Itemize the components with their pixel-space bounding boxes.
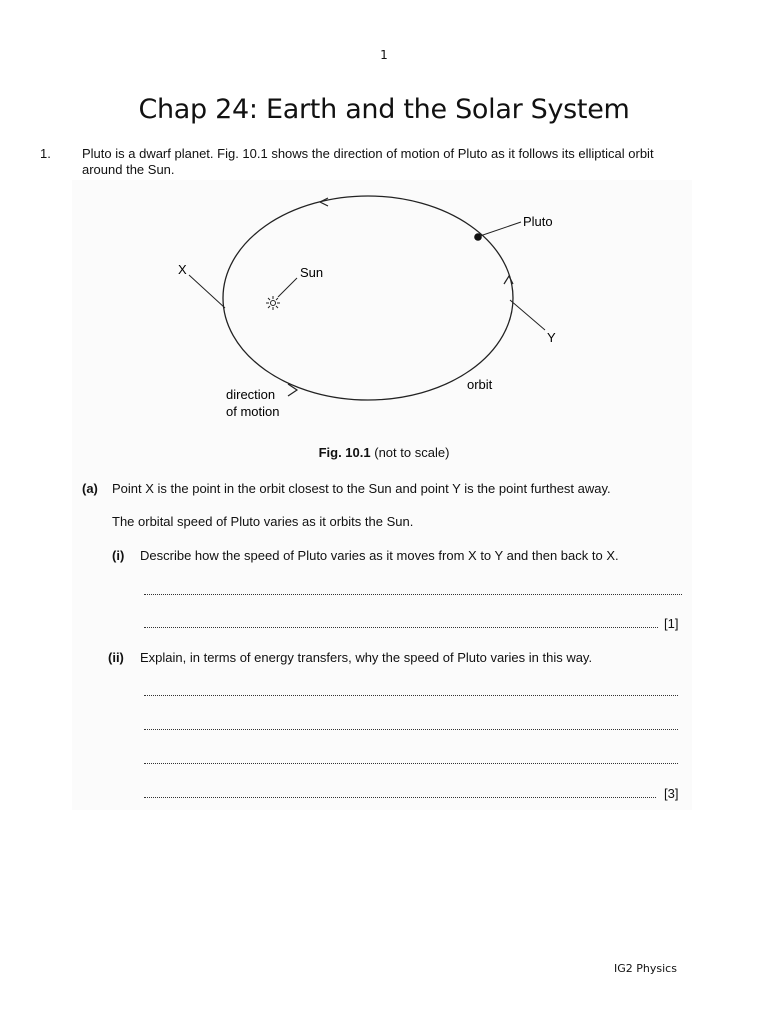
answer-line-ii-2[interactable] <box>144 715 678 730</box>
part-ii-mark: [3] <box>664 786 679 801</box>
part-a-text-2: The orbital speed of Pluto varies as it orbits the Sun. <box>112 514 414 529</box>
sun-leader <box>278 278 297 297</box>
direction-label-line1: direction <box>226 387 276 402</box>
page-number: 1 <box>380 48 388 62</box>
answer-line-ii-4[interactable] <box>144 783 656 798</box>
sun-icon <box>266 296 280 310</box>
y-leader <box>510 300 545 330</box>
answer-line-i-2[interactable] <box>144 613 658 628</box>
orbit-ellipse <box>223 196 513 400</box>
pluto-label: Pluto <box>523 214 553 229</box>
part-ii-text: Explain, in terms of energy transfers, why the speed of Pluto varies in this way. <box>140 650 593 665</box>
part-a-label: (a) <box>82 481 98 496</box>
answer-line-ii-3[interactable] <box>144 749 678 764</box>
part-a-text-1: Point X is the point in the orbit closest to the Sun and point Y is the point furthest away. <box>112 481 611 496</box>
figure-caption-note: (not to scale) <box>374 445 450 460</box>
page-title: Chap 24: Earth and the Solar System <box>138 94 630 125</box>
part-i-text: Describe how the speed of Pluto varies as it moves from X to Y and then back to X. <box>140 548 619 563</box>
x-leader <box>189 275 225 308</box>
answer-line-i-1[interactable] <box>144 580 682 595</box>
footer-course-label: IG2 Physics <box>614 962 677 975</box>
answer-line-ii-1[interactable] <box>144 681 678 696</box>
orbit-figure <box>170 190 610 430</box>
x-label: X <box>178 262 187 277</box>
part-i-mark: [1] <box>664 616 679 631</box>
orbit-label: orbit <box>467 377 493 392</box>
figure-caption <box>0 445 768 460</box>
top-direction-arrow <box>320 198 328 206</box>
question-number: 1. <box>40 146 51 161</box>
part-ii-label: (ii) <box>108 650 124 665</box>
sun-label: Sun <box>300 265 324 280</box>
part-i-label: (i) <box>112 548 125 563</box>
direction-label-line2: of motion <box>226 404 280 419</box>
y-label: Y <box>547 330 556 345</box>
pluto-leader <box>480 222 521 236</box>
question-intro: Pluto is a dwarf planet. Fig. 10.1 shows the direction of motion of Pluto as it follows its elliptical orbit around the Sun. <box>82 146 654 177</box>
pluto-dot <box>474 233 482 241</box>
figure-caption-number: Fig. 10.1 <box>318 445 371 460</box>
